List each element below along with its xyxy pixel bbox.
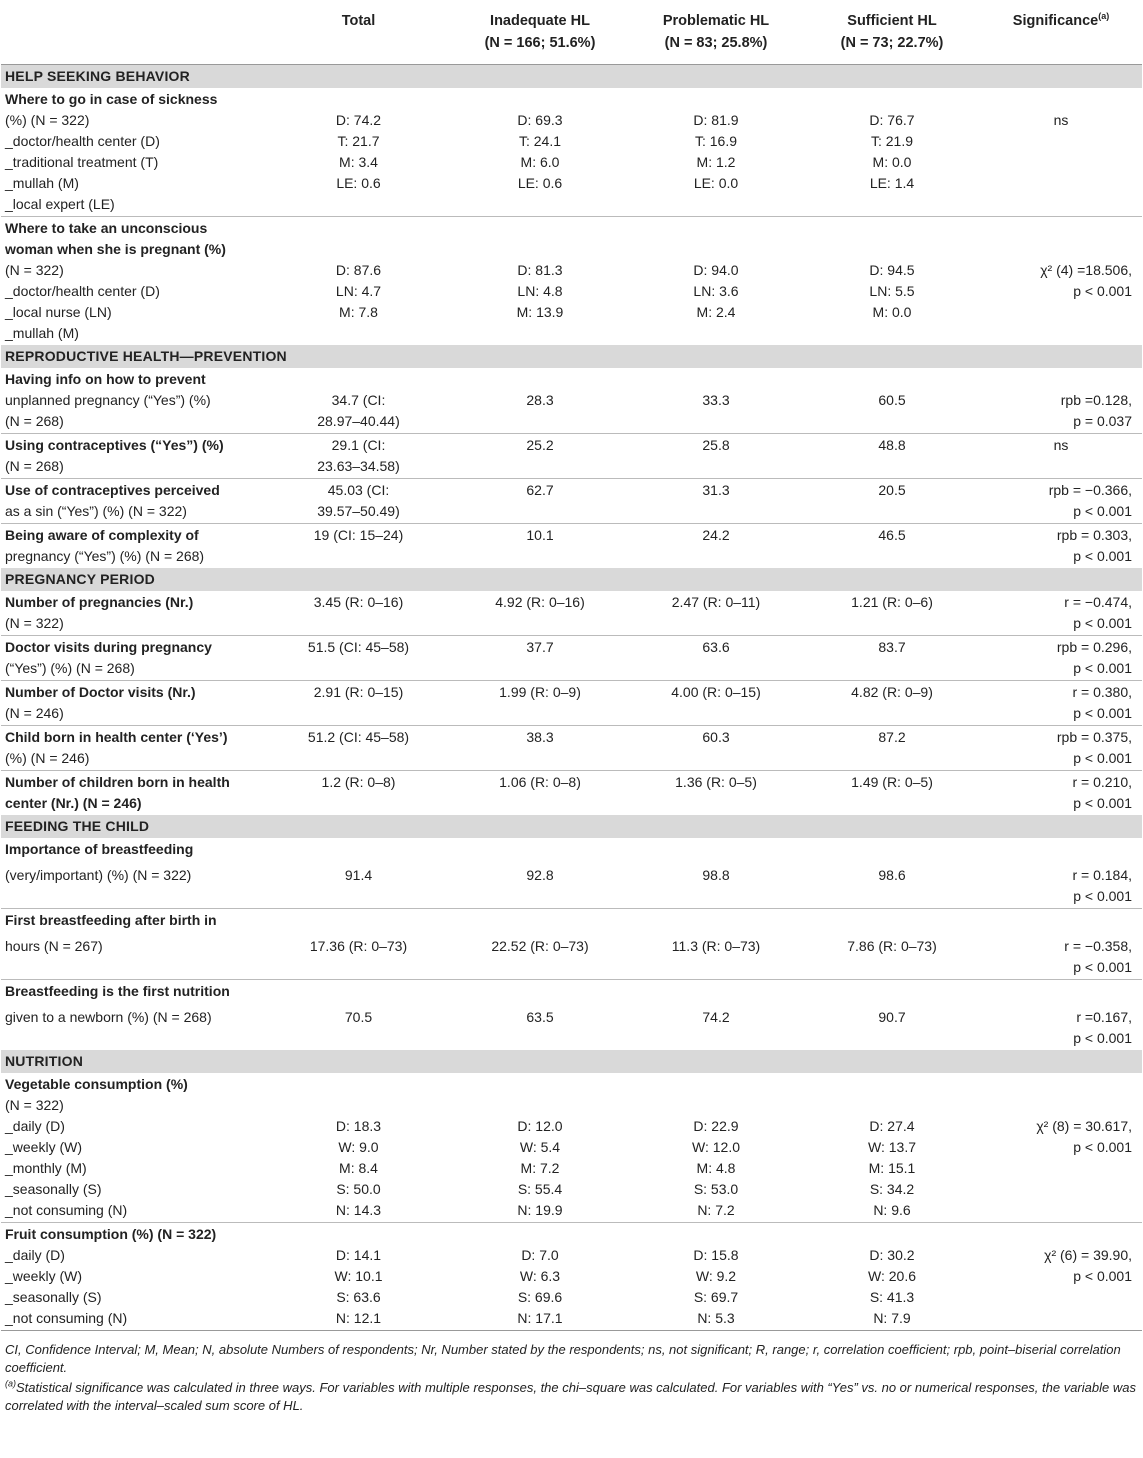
table-row xyxy=(1,368,1142,434)
cell-problematic: 31.3 xyxy=(702,482,730,498)
cell-problematic: 63.6 xyxy=(702,639,730,655)
cell-sufficient: 83.7 xyxy=(878,639,906,655)
cell-sufficient: 98.6 xyxy=(878,867,906,883)
cell-sufficient: D: 27.4 W: 13.7 M: 15.1 S: 34.2 N: 9.6 xyxy=(868,1118,916,1218)
cell-problematic: D: 81.9 T: 16.9 M: 1.2 LE: 0.0 xyxy=(693,112,739,191)
cell-significance: rpb = 0.303, p < 0.001 xyxy=(1056,527,1132,564)
cell-inadequate: 22.52 (R: 0–73) xyxy=(491,938,589,954)
cell-total: 45.03 (CI: 39.57–50.49) xyxy=(317,482,400,519)
cell-significance: r =0.167, p < 0.001 xyxy=(1073,1009,1132,1046)
header-inadequate: Inadequate HL (N = 166; 51.6%) xyxy=(484,13,596,51)
row-label: Importance of breastfeeding (very/important) (%) (N = 322) xyxy=(5,841,194,883)
footnote-significance: $^{(a)}$Statistical significance was calculated in three ways. For variables with multiple responses, the chi–square was calculated. For variables with “Yes” vs. no or numerical responses, the variable was correlated with the interval–scaled sum score of HL. xyxy=(5,1378,1136,1413)
cell-inadequate: D: 81.3 LN: 4.8 M: 13.9 xyxy=(516,262,564,320)
cell-problematic: 24.2 xyxy=(702,527,730,543)
cell-problematic: 1.36 (R: 0–5) xyxy=(675,774,757,790)
header-significance: Significance$^{(a)}$ xyxy=(1012,11,1110,29)
table-row xyxy=(1,217,1142,346)
cell-problematic: 33.3 xyxy=(702,392,730,408)
row-label: Use of contraceptives perceived as a sin (“Yes”) (%) (N = 322) xyxy=(5,482,220,519)
cell-inadequate: D: 69.3 T: 24.1 M: 6.0 LE: 0.6 xyxy=(517,112,563,191)
cell-problematic: 74.2 xyxy=(702,1009,730,1025)
cell-inadequate: 1.99 (R: 0–9) xyxy=(499,684,581,700)
section-nutrition: NUTRITION xyxy=(1,1050,1142,1073)
cell-total: 1.2 (R: 0–8) xyxy=(321,774,396,790)
cell-inadequate: D: 12.0 W: 5.4 M: 7.2 S: 55.4 N: 19.9 xyxy=(517,1118,563,1218)
cell-total: 17.36 (R: 0–73) xyxy=(309,938,408,954)
cell-sufficient: 46.5 xyxy=(878,527,906,543)
cell-problematic: D: 94.0 LN: 3.6 M: 2.4 xyxy=(693,262,739,320)
cell-inadequate: 63.5 xyxy=(526,1009,554,1025)
cell-inadequate: D: 7.0 W: 6.3 S: 69.6 N: 17.1 xyxy=(517,1247,563,1326)
cell-significance: rpb = −0.366, p < 0.001 xyxy=(1048,482,1132,519)
cell-inadequate: 28.3 xyxy=(526,392,554,408)
cell-inadequate: 25.2 xyxy=(526,437,554,453)
row-label: Number of children born in health center (Nr.) (N = 246) xyxy=(5,774,230,811)
cell-inadequate: 92.8 xyxy=(526,867,554,883)
cell-total: 91.4 xyxy=(344,867,373,883)
cell-total: D: 18.3 W: 9.0 M: 8.4 S: 50.0 N: 14.3 xyxy=(335,1118,382,1218)
cell-inadequate: 38.3 xyxy=(526,729,554,745)
cell-total: 51.5 (CI: 45–58) xyxy=(307,639,410,655)
table-header-row xyxy=(1,0,1142,65)
cell-inadequate: 37.7 xyxy=(526,639,554,655)
section-pregnancy-period: PREGNANCY PERIOD xyxy=(1,568,1142,591)
table-row xyxy=(1,524,1142,569)
cell-total: D: 74.2 T: 21.7 M: 3.4 LE: 0.6 xyxy=(335,112,382,191)
cell-significance: ns xyxy=(1053,437,1069,453)
cell-sufficient: D: 94.5 LN: 5.5 M: 0.0 xyxy=(869,262,915,320)
cell-significance: χ² (8) = 30.617, p < 0.001 xyxy=(1036,1118,1132,1155)
cell-inadequate: 10.1 xyxy=(526,527,554,543)
cell-problematic: 4.00 (R: 0–15) xyxy=(671,684,761,700)
cell-sufficient: 7.86 (R: 0–73) xyxy=(847,938,937,954)
cell-problematic: 60.3 xyxy=(702,729,730,745)
row-label: Child born in health center (‘Yes’) (%) (N = 246) xyxy=(5,729,228,766)
cell-sufficient: 90.7 xyxy=(878,1009,906,1025)
cell-inadequate: 1.06 (R: 0–8) xyxy=(499,774,581,790)
cell-total: 3.45 (R: 0–16) xyxy=(313,594,404,610)
table-row xyxy=(1,434,1142,479)
row-label: Where to go in case of sickness (%) (N = 322) _doctor/health center (D) _traditional treatment (T) _mullah (M) _local expert (LE) xyxy=(5,91,218,212)
cell-sufficient: 20.5 xyxy=(878,482,906,498)
cell-significance: r = 0.380, p < 0.001 xyxy=(1072,684,1132,721)
cell-problematic: D: 22.9 W: 12.0 M: 4.8 S: 53.0 N: 7.2 xyxy=(692,1118,740,1218)
table-row xyxy=(1,591,1142,636)
row-label: Being aware of complexity of pregnancy (“Yes”) (%) (N = 268) xyxy=(5,527,205,564)
cell-significance: rpb = 0.296, p < 0.001 xyxy=(1056,639,1132,676)
row-label: Breastfeeding is the first nutrition given to a newborn (%) (N = 268) xyxy=(5,983,230,1025)
health-literacy-table xyxy=(1,0,1142,1330)
cell-sufficient: D: 30.2 W: 20.6 S: 41.3 N: 7.9 xyxy=(868,1247,916,1326)
cell-total: D: 87.6 LN: 4.7 M: 7.8 xyxy=(335,262,382,320)
cell-significance: χ² (4) =18.506, p < 0.001 xyxy=(1040,262,1132,299)
table-row xyxy=(1,88,1142,217)
cell-sufficient: 1.21 (R: 0–6) xyxy=(851,594,933,610)
cell-problematic: 11.3 (R: 0–73) xyxy=(671,938,761,954)
cell-total: 51.2 (CI: 45–58) xyxy=(307,729,410,745)
section-reproductive-health: REPRODUCTIVE HEALTH—PREVENTION xyxy=(1,345,1142,368)
row-label: Having info on how to prevent unplanned pregnancy (“Yes”) (%) (N = 268) xyxy=(5,371,211,429)
header-empty xyxy=(1,0,265,65)
table-footnotes xyxy=(1,1330,1142,1415)
table-row xyxy=(1,838,1142,909)
table-row xyxy=(1,479,1142,524)
cell-sufficient: 48.8 xyxy=(878,437,906,453)
table-row xyxy=(1,636,1142,681)
cell-significance: r = 0.184, p < 0.001 xyxy=(1072,867,1132,904)
cell-significance: r = −0.358, p < 0.001 xyxy=(1064,938,1132,975)
cell-sufficient: 1.49 (R: 0–5) xyxy=(851,774,933,790)
cell-total: 34.7 (CI: 28.97–40.44) xyxy=(317,392,400,429)
cell-problematic: 2.47 (R: 0–11) xyxy=(671,594,761,610)
cell-sufficient: D: 76.7 T: 21.9 M: 0.0 LE: 1.4 xyxy=(869,112,915,191)
table-row xyxy=(1,909,1142,980)
cell-inadequate: 4.92 (R: 0–16) xyxy=(495,594,585,610)
cell-sufficient: 87.2 xyxy=(878,729,906,745)
cell-significance: ns xyxy=(1053,112,1069,128)
row-label: Vegetable consumption (%) (N = 322) _daily (D) _weekly (W) _monthly (M) _seasonally (S) _not consuming (N) xyxy=(5,1076,188,1218)
table-row xyxy=(1,1073,1142,1223)
cell-significance: r = −0.474, p < 0.001 xyxy=(1064,594,1132,631)
cell-problematic: D: 15.8 W: 9.2 S: 69.7 N: 5.3 xyxy=(693,1247,739,1326)
cell-sufficient: 4.82 (R: 0–9) xyxy=(851,684,933,700)
table-row xyxy=(1,1223,1142,1331)
header-problematic: Problematic HL (N = 83; 25.8%) xyxy=(662,13,770,51)
header-total: Total xyxy=(341,13,376,29)
cell-problematic: 98.8 xyxy=(702,867,730,883)
table-row xyxy=(1,771,1142,816)
row-label: First breastfeeding after birth in hours (N = 267) xyxy=(5,912,217,954)
cell-significance: χ² (6) = 39.90, p < 0.001 xyxy=(1044,1247,1132,1284)
cell-total: 2.91 (R: 0–15) xyxy=(313,684,404,700)
row-label: Where to take an unconscious woman when she is pregnant (%) (N = 322) _doctor/health center (D) _local nurse (LN) _mullah (M) xyxy=(5,220,226,341)
cell-significance: rpb =0.128, p = 0.037 xyxy=(1060,392,1132,429)
cell-inadequate: 62.7 xyxy=(526,482,554,498)
cell-sufficient: 60.5 xyxy=(878,392,906,408)
row-label: Fruit consumption (%) (N = 322) _daily (D) _weekly (W) _seasonally (S) _not consuming (N) xyxy=(5,1226,217,1326)
cell-significance: r = 0.210, p < 0.001 xyxy=(1072,774,1132,811)
table-row xyxy=(1,726,1142,771)
section-help-seeking: HELP SEEKING BEHAVIOR xyxy=(1,65,1142,89)
cell-total: 70.5 xyxy=(344,1009,373,1025)
row-label: Doctor visits during pregnancy (“Yes”) (%) (N = 268) xyxy=(5,639,212,676)
cell-total: 29.1 (CI: 23.63–34.58) xyxy=(317,437,400,474)
header-sufficient: Sufficient HL (N = 73; 22.7%) xyxy=(840,13,944,51)
cell-problematic: 25.8 xyxy=(702,437,730,453)
table-row xyxy=(1,980,1142,1051)
row-label: Using contraceptives (“Yes”) (%) (N = 268) xyxy=(5,437,224,474)
row-label: Number of pregnancies (Nr.) (N = 322) xyxy=(5,594,194,631)
cell-significance: rpb = 0.375, p < 0.001 xyxy=(1056,729,1132,766)
row-label: Number of Doctor visits (Nr.) (N = 246) xyxy=(5,684,196,721)
section-feeding-child: FEEDING THE CHILD xyxy=(1,815,1142,838)
cell-total: 19 (CI: 15–24) xyxy=(313,527,404,543)
cell-total: D: 14.1 W: 10.1 S: 63.6 N: 12.1 xyxy=(334,1247,383,1326)
footnote-abbreviations: CI, Confidence Interval; M, Mean; N, absolute Numbers of respondents; Nr, Number stated by the respondents; ns, not significant; R, range; r, correlation coefficient; rpb, point–biserial correlation coefficient. xyxy=(5,1342,1121,1375)
table-row xyxy=(1,681,1142,726)
